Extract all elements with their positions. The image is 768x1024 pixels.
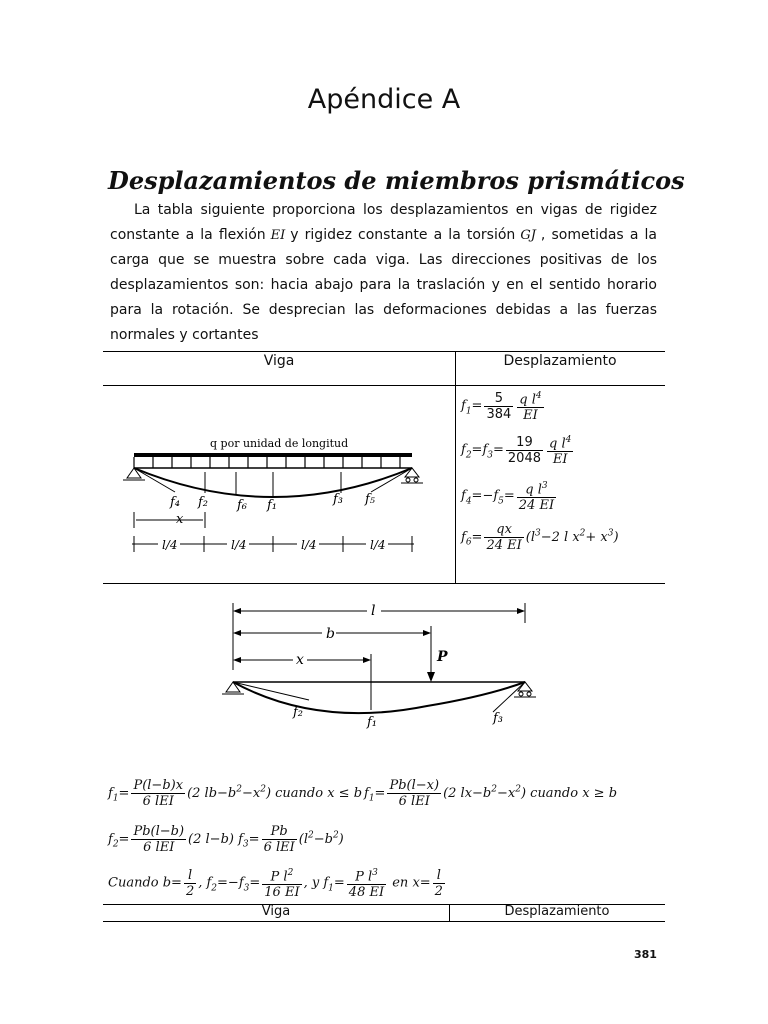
chapter-title: Apéndice A [307, 84, 461, 115]
intro-text-1: La tabla siguiente proporciona los desplazamientos en vigas de rigidez constante a la flexión [110, 202, 657, 243]
label-f4: f₄ [170, 495, 181, 510]
beam-point-load-figure [217, 598, 549, 733]
segment-label-3: l/4 [301, 538, 317, 552]
formula-f1-point-b: $f_1=$ $\frac{Pb(l-x)}{\text{6 lEI}}$ (2 $lx-b^2-x^2$) cuando x ≥ b [364, 778, 618, 809]
label-f3: f₃ [333, 492, 344, 507]
intro-text-3: , sometidas a la carga que se muestra sobre cada viga. Las direcciones positivas de los desplazamientos son: hacia abajo para la traslación y en el sentido horario para la rotación. Se desprecian las deformaciones debidas a las fuerzas normales y cortantes [110, 227, 657, 343]
label-p: P [437, 649, 448, 665]
symbol-ei: EI [270, 228, 286, 243]
table2-header-viga: Viga [261, 904, 291, 919]
label-f5: f₅ [365, 492, 376, 507]
segment-label-1: l/4 [162, 538, 178, 552]
label-b: b [326, 626, 335, 642]
table-bottom-rule [103, 583, 665, 584]
header-desplazamiento: Desplazamiento [503, 353, 617, 369]
segment-label-4: l/4 [370, 538, 386, 552]
formula-f2-f3-uniform: $f_2=f_3=$ $\frac{19}{2048}$ $\frac{q l^4}{EI}$ [461, 434, 572, 468]
formula-f2-f3-point: $f_2=$ $\frac{Pb(l-b)}{\text{6 lEI}}$ (2 l−b) $f_3=$ $\frac{Pb}{\text{6 lEI}}$ $(l^2-b^2)$ [108, 824, 344, 855]
load-label: q por unidad de longitud [210, 437, 349, 450]
section-title: Desplazamientos de miembros prismáticos [108, 166, 685, 195]
label-f2: f₂ [198, 495, 209, 510]
table-top-rule [103, 351, 665, 352]
formula-f6-uniform: $f_6=$ $\frac{qx}{24 EI}$ ($l^3-2$ l $x^2+ x^3$) [461, 522, 619, 553]
formula-f1-uniform: $f_1=$ $\frac{5}{384}$ $\frac{q l^4}{EI}$ [461, 390, 542, 424]
formula-f1-point-a: $f_1=$ $\frac{P(l-b)x}{\text{6 lEI}}$ (2 $lb-b^2-x^2$) cuando x ≤ b [108, 778, 363, 809]
label-f1-b: f₁ [367, 715, 378, 730]
table2-header-rule [103, 921, 665, 922]
segment-label-2: l/4 [231, 538, 247, 552]
label-f3-b: f₃ [493, 711, 504, 726]
beam-uniform-load-figure [120, 430, 425, 565]
intro-paragraph [110, 198, 657, 348]
label-x: x [176, 512, 184, 527]
page-number: 381 [634, 948, 657, 961]
label-f2-b: f₂ [293, 705, 304, 720]
formula-midspan-point: Cuando b= $\frac{l}{2}$ , $f_2=-f_3=$ $\frac{P l^2}{16 EI}$ , y $f_1=$ $\frac{P l^3}{48 EI}$ en x= $\frac{l}{2}$ [108, 867, 443, 901]
table2-header-desplazamiento: Desplazamiento [504, 904, 610, 919]
symbol-gj: GJ [520, 228, 536, 243]
label-x2: x [296, 652, 304, 668]
formula-f4-f5-uniform: $f_4=-f_5=$ $\frac{q l^3}{24 EI}$ [461, 481, 555, 514]
label-l: l [371, 603, 376, 619]
header-viga: Viga [263, 353, 295, 369]
table-header-rule [103, 385, 665, 386]
label-f1: f₁ [267, 498, 278, 513]
label-f6: f₆ [237, 498, 248, 513]
intro-text-2: y rigidez constante a la torsión [290, 227, 516, 243]
table-column-divider [455, 351, 456, 583]
